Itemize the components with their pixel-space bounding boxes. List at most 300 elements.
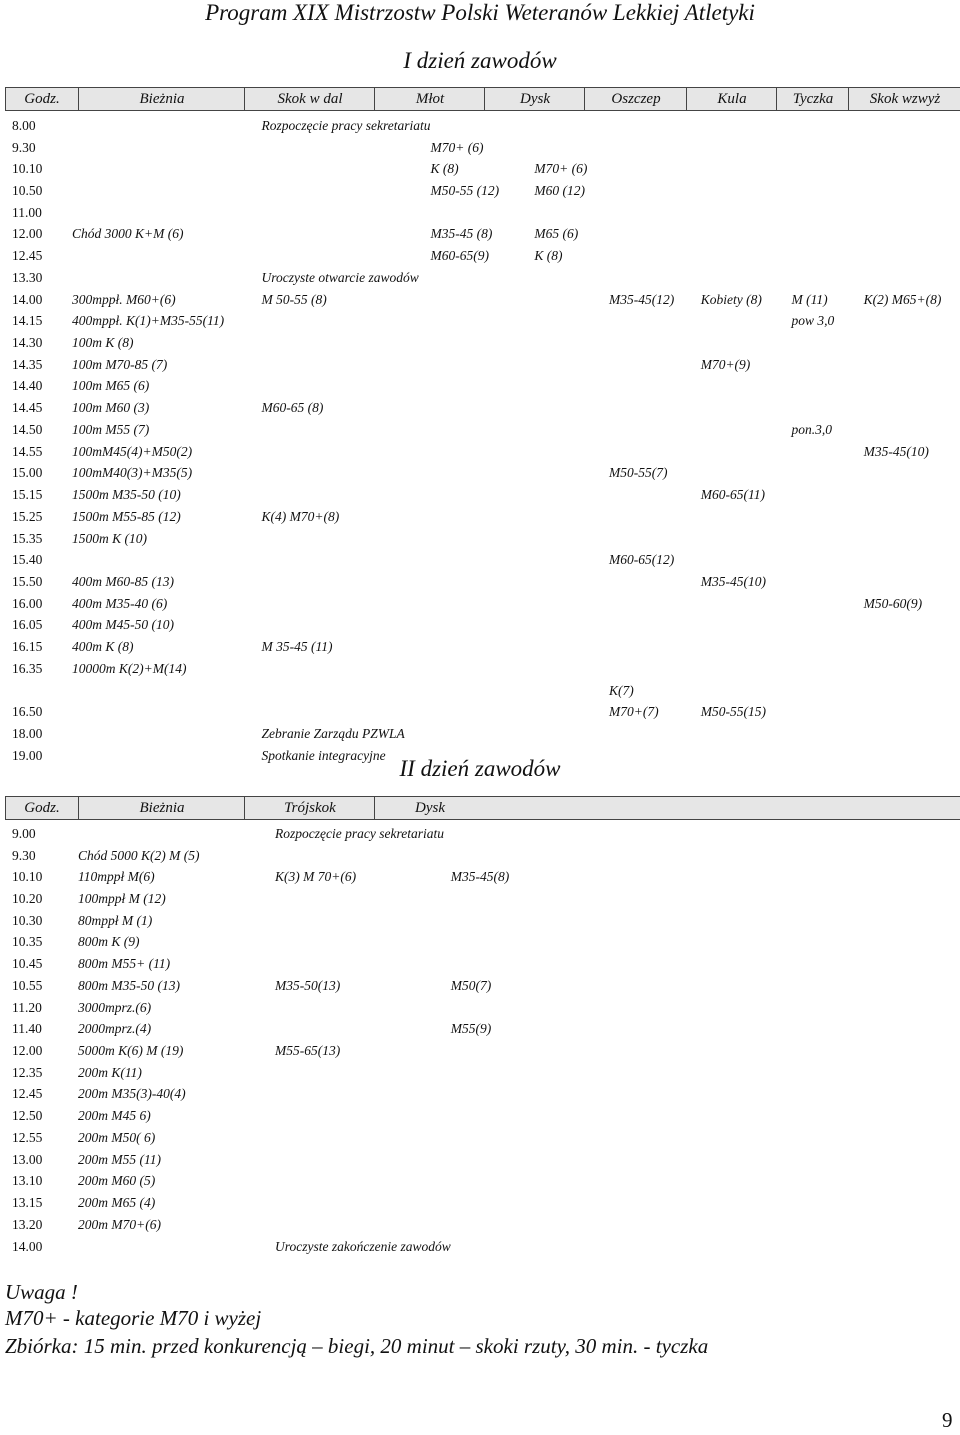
time-cell: 13.20 xyxy=(12,1216,43,1232)
event-cell xyxy=(609,723,701,745)
event-cell: M60-65(9) xyxy=(430,248,489,264)
event-cell xyxy=(72,245,261,267)
event-cell xyxy=(275,1018,451,1040)
table-row xyxy=(12,354,960,376)
event-cell: 10000m K(2)+M(14) xyxy=(72,660,187,676)
event-cell: M35-45(10) xyxy=(863,443,929,459)
event-cell xyxy=(275,1062,451,1084)
event-cell: M50-55(15) xyxy=(700,704,766,720)
event-cell xyxy=(72,137,261,159)
event-cell xyxy=(864,332,960,354)
event-cell xyxy=(262,332,431,354)
event-cell xyxy=(534,376,609,398)
day1-header-cell: Oszczep xyxy=(584,88,687,110)
event-cell xyxy=(262,180,431,202)
table-row xyxy=(12,528,960,550)
event-cell xyxy=(72,701,261,723)
event-cell xyxy=(701,332,792,354)
event-cell xyxy=(701,615,792,637)
event-cell xyxy=(609,636,701,658)
time-cell: 15.25 xyxy=(12,508,43,524)
table-row xyxy=(12,245,960,267)
event-cell: 200m M60 (5) xyxy=(78,1173,156,1189)
event-cell: M55-65(13) xyxy=(275,1043,341,1059)
event-cell xyxy=(262,441,431,463)
event-cell xyxy=(430,593,534,615)
table-row xyxy=(12,1062,651,1084)
event-cell xyxy=(78,823,275,845)
event-cell xyxy=(701,158,792,180)
event-cell xyxy=(701,528,792,550)
day2-header-cell: Bieżnia xyxy=(78,797,245,819)
event-cell: Chód 5000 K(2) M (5) xyxy=(78,847,200,863)
table-row xyxy=(12,137,960,159)
table-row xyxy=(12,463,960,485)
event-cell xyxy=(609,441,701,463)
event-cell xyxy=(430,419,534,441)
time-cell: 13.30 xyxy=(12,269,43,285)
event-cell xyxy=(534,441,609,463)
time-cell: 12.45 xyxy=(12,248,43,264)
time-cell xyxy=(12,680,72,702)
event-cell xyxy=(701,224,792,246)
time-cell: 14.55 xyxy=(12,443,43,459)
event-cell xyxy=(72,267,261,289)
time-cell: 9.00 xyxy=(12,825,36,841)
event-cell xyxy=(792,701,864,723)
time-cell: 15.50 xyxy=(12,573,43,589)
event-cell xyxy=(275,888,451,910)
event-cell: 200m M55 (11) xyxy=(78,1151,161,1167)
event-cell: 200m M70+(6) xyxy=(78,1216,161,1232)
table-row xyxy=(12,636,960,658)
table-row xyxy=(12,888,651,910)
event-cell: pow 3,0 xyxy=(791,313,835,329)
time-cell: 12.00 xyxy=(12,226,43,242)
event-cell xyxy=(262,701,431,723)
event-cell xyxy=(430,289,534,311)
event-cell xyxy=(701,549,792,571)
event-cell xyxy=(864,376,960,398)
event-cell: 1500m M35-50 (10) xyxy=(72,487,181,503)
time-cell: 12.35 xyxy=(12,1064,43,1080)
table-row xyxy=(12,1040,651,1062)
time-cell: 12.45 xyxy=(12,1086,43,1102)
time-cell: 14.00 xyxy=(12,291,43,307)
table-row xyxy=(12,615,960,637)
event-cell xyxy=(792,354,864,376)
event-cell: K(4) M70+(8) xyxy=(261,508,340,524)
event-cell xyxy=(792,658,864,680)
day1-header-cell: Skok wzwyż xyxy=(848,88,960,110)
event-cell xyxy=(275,953,451,975)
note-gathering-info: Zbiórka: 15 min. przed konkurencją – biegi, 20 minut – skoki rzuty, 30 min. - tyczka xyxy=(5,1334,709,1358)
note-heading: Uwaga ! xyxy=(5,1280,78,1304)
event-cell xyxy=(534,549,609,571)
event-cell xyxy=(262,593,431,615)
event-cell xyxy=(609,571,701,593)
time-cell: 14.50 xyxy=(12,421,43,437)
table-row xyxy=(12,1127,651,1149)
event-cell xyxy=(864,549,960,571)
event-cell xyxy=(534,680,609,702)
event-cell xyxy=(701,376,792,398)
event-cell xyxy=(792,224,864,246)
event-cell xyxy=(609,310,701,332)
event-cell xyxy=(864,137,960,159)
event-cell xyxy=(609,376,701,398)
time-cell: 14.00 xyxy=(12,1238,43,1254)
table-row xyxy=(12,549,960,571)
event-cell xyxy=(262,354,431,376)
time-cell: 16.50 xyxy=(12,704,43,720)
event-cell: M60-65(11) xyxy=(700,487,765,503)
table-row xyxy=(12,932,651,954)
event-cell: 200m M45 6) xyxy=(78,1108,151,1124)
event-cell xyxy=(864,245,960,267)
time-cell: 11.20 xyxy=(12,999,42,1015)
event-cell: 300mppł. M60+(6) xyxy=(72,291,176,307)
table-row xyxy=(12,310,960,332)
event-cell xyxy=(534,202,609,224)
event-cell xyxy=(430,549,534,571)
event-cell: Kobiety (8) xyxy=(700,291,762,307)
event-cell xyxy=(430,636,534,658)
table-row xyxy=(12,441,960,463)
event-cell xyxy=(430,484,534,506)
table-row xyxy=(12,224,960,246)
event-cell xyxy=(609,658,701,680)
table-row xyxy=(12,180,960,202)
event-cell: 100mM40(3)+M35(5) xyxy=(72,465,193,481)
event-cell: K(2) M65+(8) xyxy=(863,291,942,307)
day2-header-cell: Trójskok xyxy=(244,797,375,819)
event-cell: 100m M65 (6) xyxy=(72,378,150,394)
event-cell xyxy=(864,615,960,637)
table-row xyxy=(12,1018,651,1040)
event-cell: Rozpoczęcie pracy sekretariatu xyxy=(261,117,431,133)
time-cell: 13.00 xyxy=(12,1151,43,1167)
event-cell xyxy=(262,549,431,571)
event-cell: M 35-45 (11) xyxy=(261,639,333,655)
event-cell xyxy=(609,115,701,137)
event-cell: M35-50(13) xyxy=(275,977,341,993)
table-row xyxy=(12,658,960,680)
time-cell: 9.30 xyxy=(12,139,36,155)
event-cell xyxy=(609,267,701,289)
day1-header-cell: Bieżnia xyxy=(78,88,245,110)
event-cell xyxy=(864,636,960,658)
event-cell xyxy=(864,506,960,528)
table-row xyxy=(12,680,960,702)
time-cell: 10.50 xyxy=(12,183,43,199)
event-cell: M60-65 (8) xyxy=(261,400,324,416)
table-row xyxy=(12,484,960,506)
event-cell xyxy=(864,310,960,332)
event-cell: M55(9) xyxy=(450,1021,492,1037)
time-cell: 9.30 xyxy=(12,847,36,863)
event-cell xyxy=(609,397,701,419)
event-cell xyxy=(262,158,431,180)
event-cell: 1500m M55-85 (12) xyxy=(72,508,181,524)
event-cell: 200m M65 (4) xyxy=(78,1195,156,1211)
event-cell: 100mppł M (12) xyxy=(78,891,166,907)
event-cell: K(7) xyxy=(609,682,634,698)
event-cell xyxy=(701,267,792,289)
event-cell xyxy=(262,202,431,224)
event-cell xyxy=(451,1062,651,1084)
event-cell xyxy=(430,354,534,376)
event-cell xyxy=(864,419,960,441)
event-cell xyxy=(430,267,534,289)
event-cell xyxy=(262,224,431,246)
event-cell: K(3) M 70+(6) xyxy=(275,869,357,885)
event-cell xyxy=(701,658,792,680)
time-cell: 12.50 xyxy=(12,1108,43,1124)
event-cell xyxy=(430,397,534,419)
time-cell: 13.10 xyxy=(12,1173,43,1189)
event-cell xyxy=(792,463,864,485)
event-cell xyxy=(792,397,864,419)
event-cell xyxy=(701,115,792,137)
note-category-info: M70+ - kategorie M70 i wyżej xyxy=(5,1306,262,1330)
event-cell xyxy=(451,1236,651,1258)
event-cell xyxy=(451,910,651,932)
day1-header-cell: Tyczka xyxy=(776,88,849,110)
event-cell xyxy=(609,484,701,506)
time-cell: 12.55 xyxy=(12,1129,43,1145)
event-cell xyxy=(72,202,261,224)
event-cell xyxy=(534,289,609,311)
event-cell: 100m M70-85 (7) xyxy=(72,356,168,372)
event-cell: 2000mprz.(4) xyxy=(78,1021,152,1037)
event-cell xyxy=(262,680,431,702)
time-cell: 16.35 xyxy=(12,660,43,676)
event-cell: K (8) xyxy=(430,161,459,177)
event-cell xyxy=(451,1127,651,1149)
time-cell: 16.00 xyxy=(12,595,43,611)
event-cell: M70+ (6) xyxy=(430,139,484,155)
table-row xyxy=(12,267,960,289)
event-cell xyxy=(262,310,431,332)
event-cell xyxy=(609,158,701,180)
event-cell xyxy=(701,636,792,658)
event-cell xyxy=(534,354,609,376)
event-cell xyxy=(534,593,609,615)
event-cell xyxy=(72,158,261,180)
event-cell: 800m K (9) xyxy=(78,934,140,950)
event-cell xyxy=(534,419,609,441)
day1-header-cell: Skok w dal xyxy=(244,88,375,110)
event-cell xyxy=(534,528,609,550)
event-cell xyxy=(262,419,431,441)
event-cell xyxy=(275,845,451,867)
day2-header-cell: Dysk xyxy=(374,797,485,819)
event-cell xyxy=(792,180,864,202)
event-cell xyxy=(534,636,609,658)
event-cell xyxy=(430,658,534,680)
table-row xyxy=(12,723,960,745)
event-cell xyxy=(78,1236,275,1258)
event-cell xyxy=(792,571,864,593)
time-cell: 10.35 xyxy=(12,934,43,950)
event-cell xyxy=(864,571,960,593)
event-cell xyxy=(430,506,534,528)
time-cell: 15.15 xyxy=(12,487,43,503)
time-cell: 14.30 xyxy=(12,335,43,351)
event-cell xyxy=(430,115,534,137)
event-cell xyxy=(430,202,534,224)
event-cell: M (11) xyxy=(791,291,828,307)
page-title: Program XIX Mistrzostw Polski Weteranów Lekkiej Atletyki xyxy=(205,0,755,25)
event-cell xyxy=(451,932,651,954)
event-cell xyxy=(609,615,701,637)
event-cell xyxy=(864,658,960,680)
event-cell xyxy=(451,1040,651,1062)
event-cell xyxy=(262,137,431,159)
event-cell xyxy=(534,137,609,159)
day1-header-cell: Kula xyxy=(686,88,777,110)
event-cell: M50-55 (12) xyxy=(430,183,500,199)
table-row xyxy=(12,845,651,867)
event-cell xyxy=(534,701,609,723)
event-cell xyxy=(864,528,960,550)
time-cell: 14.45 xyxy=(12,400,43,416)
event-cell xyxy=(609,224,701,246)
event-cell xyxy=(864,158,960,180)
time-cell: 18.00 xyxy=(12,725,43,741)
table-row xyxy=(12,1149,651,1171)
event-cell xyxy=(792,137,864,159)
table-row xyxy=(12,376,960,398)
event-cell: 200m K(11) xyxy=(78,1064,142,1080)
event-cell: Uroczyste zakończenie zawodów xyxy=(275,1238,451,1254)
event-cell: Chód 3000 K+M (6) xyxy=(72,226,184,242)
table-row xyxy=(12,1192,651,1214)
event-cell xyxy=(451,953,651,975)
event-cell xyxy=(451,1084,651,1106)
event-cell xyxy=(275,1105,451,1127)
table-row xyxy=(12,866,651,888)
event-cell: 800m M35-50 (13) xyxy=(78,977,180,993)
event-cell xyxy=(792,267,864,289)
event-cell xyxy=(534,723,609,745)
table-row xyxy=(12,397,960,419)
event-cell xyxy=(864,267,960,289)
event-cell xyxy=(430,463,534,485)
event-cell: 110mppł M(6) xyxy=(78,869,155,885)
day2-schedule-table xyxy=(12,823,651,1257)
event-cell xyxy=(864,463,960,485)
event-cell xyxy=(451,1192,651,1214)
event-cell xyxy=(451,845,651,867)
time-cell: 14.40 xyxy=(12,378,43,394)
event-cell xyxy=(864,180,960,202)
event-cell xyxy=(262,615,431,637)
event-cell xyxy=(534,310,609,332)
event-cell xyxy=(792,332,864,354)
day2-heading: II dzień zawodów xyxy=(399,756,561,781)
event-cell: 400m M60-85 (13) xyxy=(72,573,175,589)
event-cell: Zebranie Zarządu PZWLA xyxy=(261,725,405,741)
table-row xyxy=(12,419,960,441)
event-cell xyxy=(262,571,431,593)
event-cell xyxy=(864,115,960,137)
event-cell xyxy=(534,658,609,680)
event-cell: M 50-55 (8) xyxy=(261,291,327,307)
table-row xyxy=(12,115,960,137)
event-cell xyxy=(792,593,864,615)
event-cell xyxy=(701,506,792,528)
event-cell xyxy=(430,376,534,398)
event-cell xyxy=(701,723,792,745)
event-cell xyxy=(792,441,864,463)
event-cell xyxy=(451,1171,651,1193)
event-cell xyxy=(701,245,792,267)
event-cell xyxy=(792,484,864,506)
event-cell xyxy=(792,528,864,550)
event-cell xyxy=(72,549,261,571)
event-cell xyxy=(609,528,701,550)
event-cell xyxy=(792,723,864,745)
event-cell xyxy=(609,354,701,376)
time-cell: 8.00 xyxy=(12,117,36,133)
event-cell xyxy=(430,528,534,550)
event-cell xyxy=(792,158,864,180)
event-cell: 80mppł M (1) xyxy=(78,912,153,928)
time-cell: 10.10 xyxy=(12,161,43,177)
event-cell xyxy=(864,680,960,702)
event-cell xyxy=(701,202,792,224)
event-cell xyxy=(609,245,701,267)
event-cell xyxy=(792,549,864,571)
event-cell xyxy=(864,723,960,745)
event-cell xyxy=(275,997,451,1019)
event-cell xyxy=(275,1084,451,1106)
event-cell xyxy=(701,441,792,463)
event-cell: M60-65(12) xyxy=(609,552,675,568)
event-cell: M50-60(9) xyxy=(863,595,923,611)
event-cell xyxy=(430,680,534,702)
event-cell xyxy=(534,484,609,506)
event-cell xyxy=(701,463,792,485)
table-row xyxy=(12,701,960,723)
time-cell: 19.00 xyxy=(12,747,43,763)
event-cell: K (8) xyxy=(534,248,563,264)
event-cell xyxy=(701,137,792,159)
event-cell: pon.3,0 xyxy=(791,421,833,437)
table-row xyxy=(12,1236,651,1258)
day1-header-cell: Młot xyxy=(374,88,485,110)
event-cell xyxy=(864,202,960,224)
time-cell: 15.40 xyxy=(12,552,43,568)
event-cell: M35-45(8) xyxy=(450,869,510,885)
event-cell xyxy=(275,932,451,954)
day1-table-header xyxy=(5,87,960,111)
event-cell: Rozpoczęcie pracy sekretariatu xyxy=(275,825,444,841)
event-cell xyxy=(701,419,792,441)
event-cell xyxy=(430,310,534,332)
time-cell: 14.15 xyxy=(12,313,43,329)
event-cell xyxy=(534,615,609,637)
table-row xyxy=(12,975,651,997)
event-cell xyxy=(262,245,431,267)
event-cell xyxy=(609,202,701,224)
event-cell xyxy=(72,680,261,702)
event-cell xyxy=(864,224,960,246)
time-cell: 10.45 xyxy=(12,956,43,972)
event-cell xyxy=(430,723,534,745)
